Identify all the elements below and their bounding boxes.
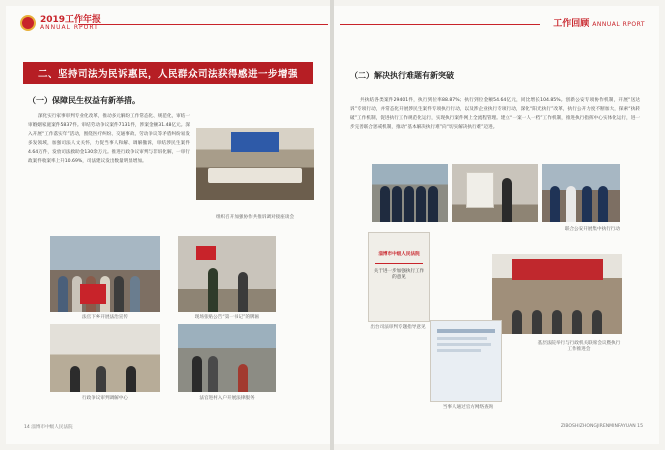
photo-office — [50, 324, 160, 392]
photo-hall — [492, 254, 622, 334]
right-header — [553, 16, 645, 29]
photo-visit — [50, 236, 160, 312]
photo-enforcement-3 — [542, 164, 620, 222]
left-header — [20, 10, 101, 36]
caption-office: 行政争议审判调解中心 — [82, 396, 128, 401]
photo-screenshot — [430, 320, 502, 402]
section-title-left: （一）保障民生权益有新举措。 — [28, 96, 140, 105]
footer-right: ZIBOSHIZHONGJIRENMINFAYUAN 15 — [560, 424, 643, 429]
caption-screenshot: 当事人通过官方网络查询 — [442, 405, 494, 410]
report-title: 2019工作年报 — [40, 14, 102, 25]
pennant-icon — [80, 284, 106, 304]
photo-doorstep — [178, 324, 276, 392]
section-title-right: （二）解决执行难题有新突破 — [350, 71, 454, 80]
header-rule-right — [340, 24, 540, 25]
paragraph-left: 深化实行家事审判专业化改革，推动多元解纷工作常态化、规范化，审结一审婚姻家庭案件5837件。审结劳动争议案件7131件，涉案金额31.48亿元。深入开展“工作落实年”活动，围绕医疗纠纷、交通事故、劳动争议等矛盾纠纷易发多发领域，加强司法人文关怀，力促当事人和解、调解撤诉，审结涉民生案件4.64万件，发放司法救助金130余万元。推进行政争议审判与非诉化解，一审行政案件收案率上升10.69%，司法建议发出数量明显增加。 — [28, 114, 190, 164]
photo-meeting — [196, 128, 314, 200]
photo-flag — [178, 236, 276, 312]
chapter-banner: 二、坚持司法为民诉惠民，人民群众司法获得感进一步增强 — [23, 62, 313, 84]
section-name-en: ANNUAL RPORT — [592, 21, 645, 28]
caption-flag: 现场张贴公告“第一书记”的牌匾 — [194, 315, 260, 320]
caption-enforcement: 联合公安开展集中执行行动 — [564, 227, 620, 232]
caption-visit: 法官下乡开展法治宣传 — [82, 315, 128, 320]
caption-booklet: 出台司法审判专题指导意见 — [370, 325, 426, 330]
caption-doorstep: 法官进村入户开展法律服务 — [199, 396, 255, 401]
paragraph-right: 共执结各类案件29401件，执行到位率88.87%；执行到位金额54.64亿元，同比增长104.85%。创新公安专项协作机制，开展“送达诉”专项行动，并常态化开展涉民生案件专项执行行动，以及涉企业执行专项行动，深化“阳光执行”改革，执行公开力度不断加大，探索“执转破”工作机制，促进执行工作规范化运行，实现执行案件网上全流程管理。建立“一案一人一档”工作机制，推进执行指挥中心实体化运行，进一步完善联合惩戒机制，推动“基本解决执行难”向“切实解决执行难”迈进。 — [350, 98, 640, 130]
header-rule-left — [78, 24, 328, 25]
photo-enforcement-1 — [372, 164, 448, 222]
booklet-subtitle: 关于进一步加强执行工作的意见 — [373, 269, 425, 280]
report-subtitle: ANNUAL RPORT — [40, 23, 99, 31]
section-name: 工作回顾 — [553, 19, 590, 29]
footer-left: 14 淄博市中级人民法院 — [24, 425, 73, 430]
booklet-title: 淄博市中级人民法院 — [378, 252, 420, 257]
caption-meeting: 组织召开加强协作共推诉调对接座谈会 — [215, 215, 295, 220]
photo-booklet — [368, 232, 430, 322]
court-emblem-icon — [20, 15, 36, 31]
photo-enforcement-2 — [452, 164, 538, 222]
caption-hall: 基层法院举行与行政机关联席会议暨执行工作推进会 — [537, 341, 621, 352]
